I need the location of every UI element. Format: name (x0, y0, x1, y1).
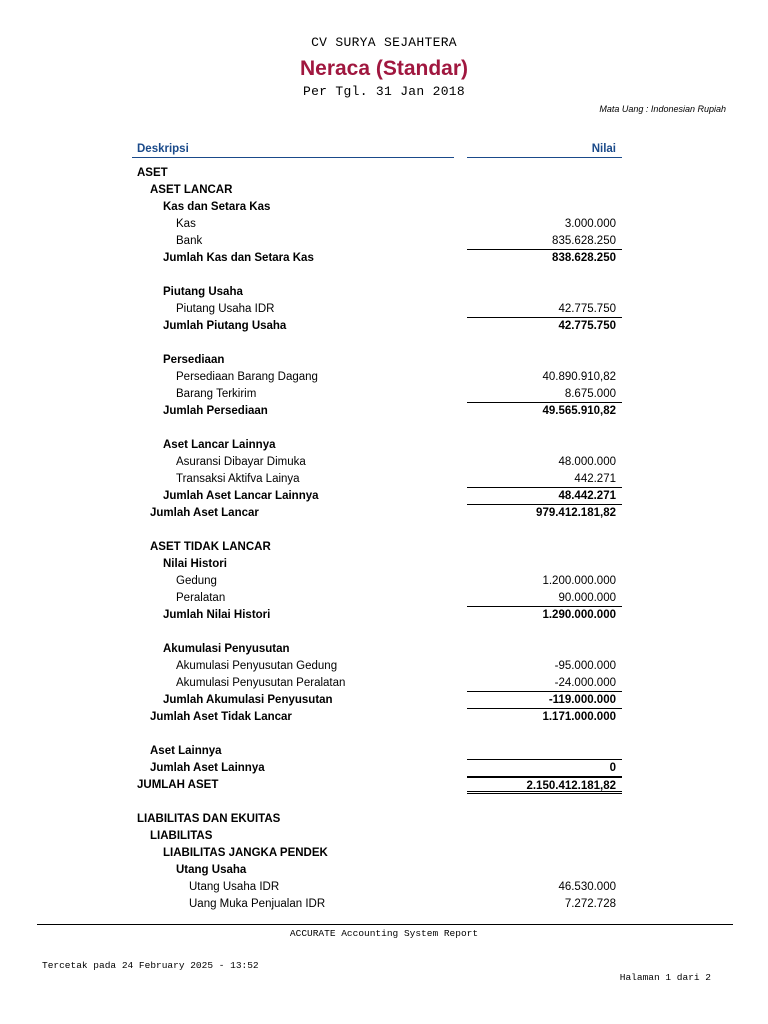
row-label: Uang Muka Penjualan IDR (189, 898, 326, 910)
column-header-value: Nilai (467, 143, 622, 158)
row-label: Jumlah Persediaan (163, 405, 268, 417)
table-row (0, 573, 768, 590)
table-row (0, 216, 768, 233)
spacer-row (0, 794, 768, 811)
row-label: JUMLAH ASET (137, 779, 219, 791)
row-label: LIABILITAS (150, 830, 213, 842)
row-label: Nilai Histori (163, 558, 227, 570)
table-row (0, 811, 768, 828)
row-label: Kas dan Setara Kas (163, 201, 271, 213)
row-value (467, 539, 622, 556)
table-row (0, 437, 768, 454)
row-label: Piutang Usaha IDR (176, 303, 275, 315)
row-label: Kas (176, 218, 196, 230)
row-value (467, 182, 622, 199)
table-row (0, 301, 768, 318)
row-label: Jumlah Piutang Usaha (163, 320, 287, 332)
row-value: 1.171.000.000 (542, 711, 616, 723)
table-row (0, 352, 768, 369)
row-value: 979.412.181,82 (536, 507, 616, 519)
row-label: Piutang Usaha (163, 286, 243, 298)
table-row (0, 641, 768, 658)
row-value (467, 284, 622, 301)
table-row (0, 386, 768, 403)
row-label: Barang Terkirim (176, 388, 257, 400)
footer-report-name: ACCURATE Accounting System Report (289, 928, 479, 939)
footer-page-number: Halaman 1 dari 2 (619, 972, 711, 983)
row-value: 1.290.000.000 (542, 609, 616, 621)
row-value: 48.442.271 (467, 488, 622, 505)
row-label: ASET (137, 167, 168, 179)
table-row (0, 284, 768, 301)
row-label: ASET LANCAR (150, 184, 233, 196)
row-value: 48.000.000 (558, 456, 616, 468)
row-label: Transaksi Aktifva Lainya (176, 473, 300, 485)
table-row (0, 743, 768, 760)
row-value: 46.530.000 (558, 881, 616, 893)
spacer-row (0, 267, 768, 284)
table-row (0, 862, 768, 879)
row-value: 0 (467, 760, 622, 777)
row-label: Jumlah Kas dan Setara Kas (163, 252, 314, 264)
table-row (0, 182, 768, 199)
table-row (0, 556, 768, 573)
row-value (467, 845, 622, 862)
row-label: Persediaan Barang Dagang (176, 371, 318, 383)
report-title: Neraca (Standar) (299, 57, 469, 80)
row-value: 90.000.000 (467, 590, 622, 607)
table-row (0, 233, 768, 250)
row-label: Akumulasi Penyusutan (163, 643, 290, 655)
row-value: 8.675.000 (467, 386, 622, 403)
table-row (0, 165, 768, 182)
row-label: Persediaan (163, 354, 225, 366)
row-value (467, 743, 622, 760)
table-row (0, 777, 768, 794)
table-row (0, 709, 768, 726)
row-value: 40.890.910,82 (542, 371, 616, 383)
table-row (0, 199, 768, 216)
spacer-row (0, 624, 768, 641)
currency-label: Mata Uang : Indonesian Rupiah (599, 104, 726, 114)
table-row (0, 692, 768, 709)
row-value (467, 641, 622, 658)
table-row (0, 488, 768, 505)
spacer-row (0, 726, 768, 743)
row-value (467, 811, 622, 828)
table-row (0, 403, 768, 420)
row-value: -95.000.000 (554, 660, 616, 672)
spacer-row (0, 335, 768, 352)
row-label: Utang Usaha IDR (189, 881, 280, 893)
table-row (0, 879, 768, 896)
row-value: 42.775.750 (558, 320, 616, 332)
table-row (0, 760, 768, 777)
row-label: Jumlah Aset Lancar Lainnya (163, 490, 319, 502)
row-value (467, 352, 622, 369)
table-row (0, 658, 768, 675)
row-value: 442.271 (467, 471, 622, 488)
company-name: CV SURYA SEJAHTERA (311, 35, 457, 50)
footer-divider (37, 924, 733, 925)
row-value: 838.628.250 (552, 252, 616, 264)
row-value (467, 437, 622, 454)
row-value (467, 199, 622, 216)
row-label: Akumulasi Penyusutan Peralatan (176, 677, 346, 689)
spacer-row (0, 522, 768, 539)
row-value: -119.000.000 (467, 692, 622, 709)
row-label: ASET TIDAK LANCAR (150, 541, 271, 553)
table-row (0, 318, 768, 335)
row-label: Asuransi Dibayar Dimuka (176, 456, 306, 468)
report-date: Per Tgl. 31 Jan 2018 (302, 84, 466, 99)
table-row (0, 828, 768, 845)
row-value: -24.000.000 (467, 675, 622, 692)
row-label: Aset Lainnya (150, 745, 222, 757)
row-label: Jumlah Nilai Histori (163, 609, 271, 621)
row-value: 49.565.910,82 (542, 405, 616, 417)
row-value: 835.628.250 (467, 233, 622, 250)
row-value (467, 862, 622, 879)
row-label: Peralatan (176, 592, 226, 604)
row-label: Gedung (176, 575, 217, 587)
footer-printed-date: Tercetak pada 24 February 2025 - 13:52 (42, 960, 259, 971)
row-label: Jumlah Aset Tidak Lancar (150, 711, 292, 723)
row-label: Utang Usaha (176, 864, 247, 876)
row-value: 42.775.750 (467, 301, 622, 318)
row-label: Jumlah Aset Lainnya (150, 762, 265, 774)
table-row (0, 454, 768, 471)
row-value: 7.272.728 (564, 898, 616, 910)
table-row (0, 250, 768, 267)
table-row (0, 845, 768, 862)
table-row (0, 675, 768, 692)
spacer-row (0, 420, 768, 437)
row-value (467, 165, 622, 182)
row-value: 3.000.000 (564, 218, 616, 230)
row-value: 2.150.412.181,82 (467, 777, 622, 794)
row-label: LIABILITAS JANGKA PENDEK (163, 847, 328, 859)
row-label: Akumulasi Penyusutan Gedung (176, 660, 338, 672)
row-label: LIABILITAS DAN EKUITAS (137, 813, 281, 825)
balance-sheet-table (0, 165, 768, 913)
table-row (0, 896, 768, 913)
table-row (0, 539, 768, 556)
row-label: Jumlah Aset Lancar (150, 507, 259, 519)
row-label: Bank (176, 235, 203, 247)
table-row (0, 471, 768, 488)
table-row (0, 590, 768, 607)
table-row (0, 369, 768, 386)
row-label: Aset Lancar Lainnya (163, 439, 276, 451)
row-value (467, 556, 622, 573)
row-label: Jumlah Akumulasi Penyusutan (163, 694, 333, 706)
table-row (0, 505, 768, 522)
column-header-description: Deskripsi (132, 143, 454, 158)
row-value: 1.200.000.000 (542, 575, 616, 587)
row-value (467, 828, 622, 845)
table-row (0, 607, 768, 624)
